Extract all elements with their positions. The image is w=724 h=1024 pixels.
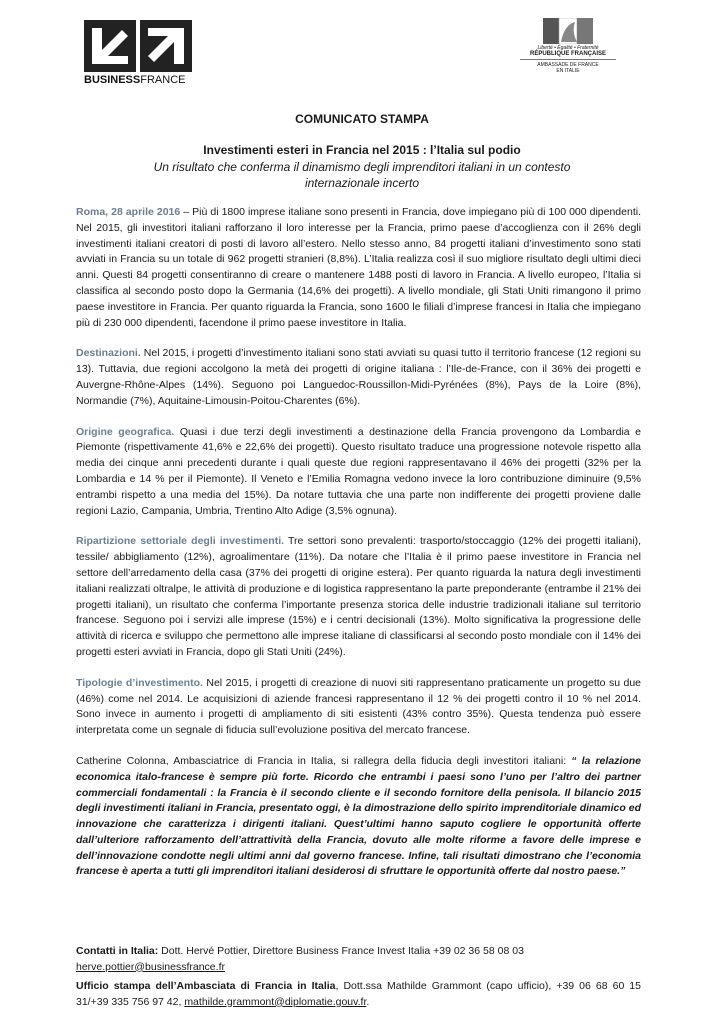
contact-italy-text: Dott. Hervé Pottier, Direttore Business France Invest Italia +39 02 36 58 08 03 [158, 945, 524, 957]
ambassador-quote: “ la relazione economica italo-francese è sempre più forte. Ricordo che entrambi i paesi sono l’uno per l’altro dei partner commerciali fondamentali : la Francia è il secondo cliente e il secondo fornitore della penisola. Il bilancio 2015 degli investimenti italiani in Francia, presentato oggi, è la dimostrazione dello spirito imprenditoriale dinamico ed innovazione che caratterizza i dirigenti italiani. Quest’ultimi hanno saputo cogliere le opportunità offerte dall’ulteriore rafforzamento dell’attrattività della Francia, dovuto alle molte riforme a favore delle imprese e dell’innovazione condotte negli ultimi anni dal governo francese. Infine, tali risultati dimostrano che l’economia francese è aperta a tutti gli imprenditori italiani desiderosi di sfruttare le opportunità offerte dal nostro paese.” [76, 754, 641, 878]
paragraph-ambassador [76, 754, 641, 880]
paragraph-sectors-lead: Ripartizione settoriale degli investimenti. [76, 535, 285, 548]
paragraph-origin-text: Quasi i due terzi degli investimenti a destinazione della Francia provengono da Lombardia e Piemonte (rispettivamente 41,6% e 22,6% dei progetti). Questo risultato traduce una progressione notevole rispetto alla media dei cinque anni precedenti durante i quali queste due regioni rappresentavano il 46% dei progetti (32% per la Lombardia e 14 % per il Piemonte). Il Veneto e l’Emilia Romagna vedono invece la loro contribuzione diminuire (9,5% entrambi rispetto a una media del 15%). Da notare tuttavia che una parte non indifferente dei progetti proviene dalle regioni Lazio, Campania, Umbria, Trentino Alto Adige (3,5% ognuna). [76, 425, 642, 517]
paragraph-types-text: Nel 2015, i progetti di creazione di nuovi siti rappresentano praticamente un progetto su due (46%) come nel 2014. Le acquisizioni di aziende francesi rappresentano il 12 % dei progetti contro il 10 % nel 2014. Sono invece in aumento i progetti di ampliamento di siti esistenti (43% contro 35%). Questa tendenza può essere interpretata come un segnale di fiducia sull’evoluzione positiva del mercato francese. [76, 676, 642, 737]
business-france-arrows-icon [84, 20, 194, 72]
contact-embassy-text: , Dott.ssa Mathilde Grammont (capo ufficio), +39 06 68 60 15 31/+39 335 756 97 42, [76, 980, 641, 1008]
paragraph-types-lead: Tipologie d’investimento. [76, 676, 203, 689]
contact-embassy-email-link[interactable]: mathilde.grammont@diplomatie.gouv.fr [184, 995, 367, 1008]
contact-italy [76, 944, 641, 960]
embassy-name-line1: AMBASSADE DE FRANCE [537, 62, 599, 68]
embassy-name-line2: EN ITALIE [556, 68, 580, 74]
wordmark-thin: FRANCE [140, 74, 186, 86]
paragraph-sectors-text: Tre settori sono prevalenti: trasporto/stoccaggio (12% dei progetti italiani), tessile/ abbigliamento (12%), agroalimentare (11%). Da notare che l’Italia è il primo paese investitore in Francia nel settore dell’arredamento della casa (37% dei progetti di origine estera). Per quanto riguarda la natura degli investimenti italiani realizzati oltralpe, le attività di produzione e di logistica rappresentano la parte preponderante (entrambe il 21% dei progetti italiani), un risultato che conferma l’importante presenza storica delle industrie tradizionali italiane sul territorio francese. Seguono poi i servizi alle imprese (15%) e i centri decisionali (13%). Molto significativa la progressione delle attività di ricerca e sviluppo che permettono alle imprese italiane di classificarsi al secondo posto mondiale con il 14% dei progetti esteri avviati in Francia, dopo gli Stati Uniti (24%). [76, 535, 641, 658]
document-subheading: Un risultato che conferma il dinamismo degli imprenditori italiani in un contesto internazionale incerto [153, 160, 571, 190]
paragraph-intro-lead: Roma, 28 aprile 2016 [76, 206, 181, 218]
paragraph-sectors [76, 534, 641, 660]
paragraph-ambassador-text: Catherine Colonna, Ambasciatrice di Francia in Italia, si rallegra della fiducia degli investitori italiani: [76, 754, 572, 767]
logo-divider [520, 59, 616, 60]
document-heading: Investimenti esteri in Francia nel 2015 : l’Italia sul podio [203, 143, 521, 157]
contacts-block [76, 944, 641, 1010]
paragraph-origin [76, 425, 641, 520]
business-france-wordmark [84, 74, 185, 86]
paragraph-destinations-text: Nel 2015, i progetti d’investimento italiani sono stati avviati su quasi tutto il territorio francese (12 regioni su 13). Tuttavia, due regioni accolgono la metà dei progetti di origine italiana : l’Ile-de-France, con il 36% dei progetti e Auvergne-Rhône-Alpes (14%). Seguono poi Languedoc-Roussillon-Midi-Pyrénées (8%), Pays de la Loire (8%), Normandie (7%), Aquitaine-Limousin-Poitou-Charentes (6%). [76, 347, 641, 407]
contact-embassy-end: . [366, 995, 370, 1008]
wordmark-bold: BUSINESS [84, 74, 141, 86]
document-title: COMUNICATO STAMPA [295, 112, 429, 126]
contact-embassy-label: Ufficio stampa dell’Ambasciata di Francia in Italia [76, 980, 336, 992]
contact-italy-label: Contatti in Italia: [76, 945, 159, 957]
republic-motto: Liberté • Égalité • Fraternité [537, 45, 599, 51]
republic-name: RÉPUBLIQUE FRANÇAISE [529, 51, 606, 57]
paragraph-origin-lead: Origine geografica. [76, 425, 175, 438]
contact-italy-email-link[interactable]: herve.pottier@businessfrance.fr [76, 960, 225, 973]
business-france-logo [84, 20, 199, 90]
paragraph-destinations-lead: Destinazioni. [76, 347, 141, 360]
marianne-icon [543, 18, 593, 44]
paragraph-intro-text: – Più di 1800 imprese italiane sono presenti in Francia, dove impiegano più di 100 000 dipendenti. Nel 2015, gli investitori italiani rafforzano il loro interesse per la Francia, primo paese d’accoglienza con il 26% degli investimenti italiani creatori di posti di lavoro all’estero. Nello stesso anno, 84 progetti italiani d’investimento sono stati avviati in Francia su un totale di 962 progetti stranieri (8,8%). L’Italia realizza così il suo migliore risultato degli ultimi dieci anni. Questi 84 progetti consentiranno di creare o mantenere 1488 posti di lavoro in Francia. A livello europeo, l’Italia si classifica al secondo posto dopo la Germania (14,6% dei progetti). A livello mondiale, gli Stati Uniti rimangono il primo paese investitore in Francia. Per quanto riguarda la Francia, sono 1600 le filiali d’imprese francesi in Italia che impiegano più di 230 000 dipendenti, facendone il primo paese investitore in Italia. [76, 206, 641, 329]
document-body [76, 205, 641, 890]
embassy-logo [493, 18, 643, 74]
paragraph-types [76, 676, 641, 739]
contact-embassy [76, 979, 641, 1010]
paragraph-intro [76, 205, 641, 331]
paragraph-destinations [76, 346, 641, 409]
